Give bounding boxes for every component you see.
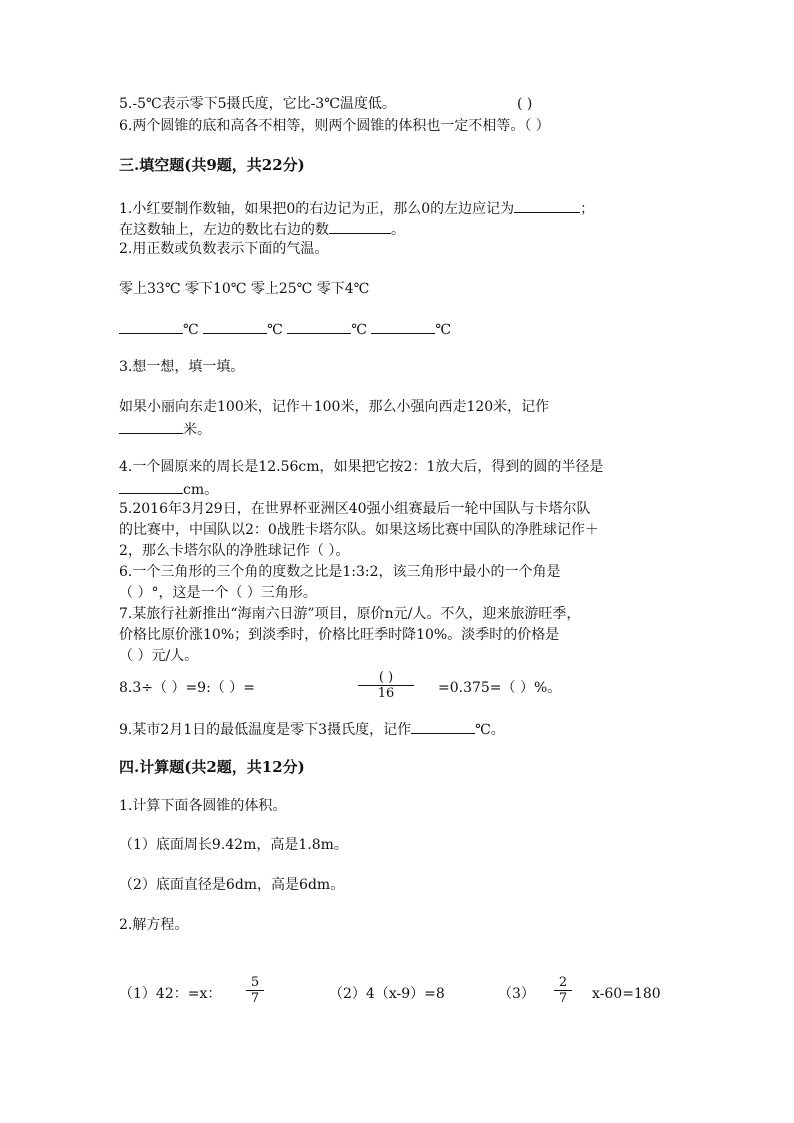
fill-q3: 3.想一想，填一填。 [119,359,245,375]
judge-q5 [119,95,396,113]
fill-q2-unit-1: ℃ [183,322,199,338]
calc-q1-1: （1）底面周长9.42m，高是1.8m。 [119,837,348,853]
fill-q2-unit-3: ℃ [351,322,367,338]
fill-q8-left: 8.3÷（ ）=9:（ ）= [119,680,255,696]
fill-q6-line1: 6.一个三角形的三个角的度数之比是1:3:2，该三角形中最小的一个角是 [119,564,561,580]
fill-q8-numerator[interactable]: ( ) [378,670,394,685]
fill-q1-line1 [119,198,594,218]
fill-q9 [119,719,505,739]
fill-q2-unit-4: ℃ [435,322,452,338]
fill-q3-text: 如果小丽向东走100米，记作＋100米，那么小强向西走120米，记作 [119,399,550,415]
fill-q1-text-a: 1.小红要制作数轴，如果把0的右边记为正，那么0的左边应记为 [119,201,515,217]
fill-q7-line2: 价格比原价涨10%；到淡季时，价格比旺季时降10%。淡季时的价格是 [119,627,560,643]
fill-q7-line3: （ ）元/人。 [119,648,199,664]
fill-q8-denominator: 16 [377,686,395,701]
eq3-numerator: 2 [558,975,568,990]
fill-q9-text: 9.某市2月1日的最低温度是零下3摄氏度，记作 [119,722,412,738]
fill-q8-right: =0.375=（ ）%。 [438,680,562,696]
eq1-denominator: 7 [250,991,260,1006]
fill-q1-end-b: 。 [391,222,405,238]
fill-q9-end: ℃。 [475,722,505,738]
fill-q2-blank-1[interactable] [119,319,183,334]
eq1-fraction [246,975,264,1006]
eq3-fraction [554,975,572,1006]
eq3-right: x-60=180 [592,986,661,1002]
fill-q1-end-a: ； [580,201,595,217]
eq1-numerator: 5 [250,975,260,990]
fill-q2-temps: 零上33℃ 零下10℃ 零上25℃ 零下4℃ [119,281,370,297]
eq1-left: （1）42：=x： [119,986,222,1002]
fill-q2-blank-2[interactable] [203,319,267,334]
eq3-left: （3） [498,986,535,1002]
fill-q2-blank-4[interactable] [371,319,435,334]
fill-q9-blank[interactable] [411,719,475,734]
judge-q5-answer[interactable]: ( ) [517,96,533,112]
fill-q2: 2.用正数或负数表示下面的气温。 [119,241,329,257]
fill-q1-blank-2[interactable] [329,219,391,234]
calc-q1: 1.计算下面各圆锥的体积。 [119,798,287,814]
fill-q4-end: cm。 [183,482,219,498]
fill-q3-answer [119,419,211,439]
section4-title: 四.计算题(共2题，共12分) [119,758,305,776]
calc-q2: 2.解方程。 [119,917,189,933]
fill-q3-blank[interactable] [119,419,183,434]
fill-q8-fraction [358,670,414,701]
fill-q1-blank-1[interactable] [514,198,580,213]
fill-q2-unit-2: ℃ [267,322,283,338]
judge-q6: 6.两个圆锥的底和高各不相等，则两个圆锥的体积也一定不相等。（ ） [119,118,550,134]
section3-title: 三.填空题(共9题，共22分) [119,156,305,174]
fill-q5-line2: 的比赛中，中国队以2：0战胜卡塔尔队。如果这场比赛中国队的净胜球记作＋ [119,522,599,538]
fill-q6-line2: （ ）°，这是一个（ ）三角形。 [119,585,317,601]
calc-q1-2: （2）底面直径是6dm，高是6dm。 [119,877,345,893]
fill-q5-line3: 2，那么卡塔尔队的净胜球记作（ ）。 [119,543,350,559]
eq2: （2）4（x-9）=8 [329,986,445,1002]
eq3-denominator: 7 [558,991,568,1006]
fill-q1-line2 [119,219,405,239]
fill-q4-answer [119,479,218,499]
judge-q5-text: 5.-5℃表示零下5摄氏度，它比-3℃温度低。 [119,96,396,112]
fill-q1-text-b: 在这数轴上，左边的数比右边的数 [119,222,329,238]
fill-q2-answers [119,319,451,339]
fill-q4: 4.一个圆原来的周长是12.56cm，如果把它按2：1放大后，得到的圆的半径是 [119,459,604,475]
fill-q4-blank[interactable] [119,479,183,494]
fill-q2-blank-3[interactable] [287,319,351,334]
fill-q7-line1: 7.某旅行社新推出“海南六日游”项目，原价n元/人。不久，迎来旅游旺季， [119,606,581,622]
fill-q5-line1: 5.2016年3月29日，在世界杯亚洲区40强小组赛最后一轮中国队与卡塔尔队 [119,501,591,517]
fill-q3-end: 米。 [183,422,211,438]
